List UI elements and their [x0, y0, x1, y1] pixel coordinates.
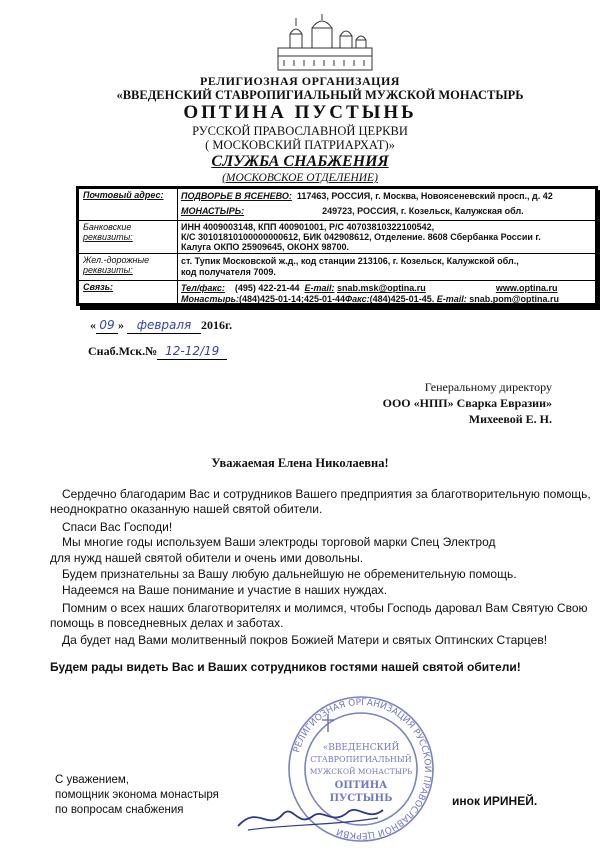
addressee-position: Генеральному директору	[424, 380, 552, 394]
reference-value: 12-12/19	[165, 344, 220, 358]
postal-1-addr: 117463, РОССИЯ, г. Москва, Новоясеневский просп., д. 42	[296, 191, 553, 201]
monastery-logo	[270, 14, 380, 74]
tel-label: Тел/факс:	[181, 283, 225, 293]
date-year: 2016г.	[201, 318, 233, 332]
rail-line-1: ст. Тупик Московской ж.д., код станции 213106, г. Козельск, Калужской обл.,	[181, 256, 519, 266]
postal-1-name: ПОДВОРЬЕ В ЯСЕНЕВО:	[181, 191, 292, 201]
postal-2-name: МОНАСТЫРЬ:	[181, 206, 245, 216]
stamp-line-3: МУЖСКОЙ МОНАСТЫРЬ	[309, 767, 413, 776]
greeting: Уважаемая Елена Николаевна!	[211, 456, 389, 470]
body-line-10: Да будет над Вами молитвенный покров Божией Матери и святых Оптинских Старцев!	[62, 633, 548, 647]
body-line-2: неоднократно оказанную нашей святой обители.	[50, 502, 323, 516]
date-month: февраля	[136, 318, 192, 332]
stamp-line-5: ПУСТЫНЬ	[329, 793, 393, 804]
body-line-1: Сердечно благодарим Вас и сотрудников Вашего предприятия за благотворительную помощь,	[62, 487, 591, 501]
body-line-7: Надеемся на Ваше понимание и участие в наших нуждах.	[62, 583, 388, 597]
date-open-quote: «	[90, 318, 96, 332]
signatory-name: инок ИРИНЕЙ.	[452, 794, 538, 808]
stamp-line-2: СТАВРОПИГИАЛЬНЫЙ	[310, 755, 412, 764]
bank-line-2: К/С 30101810100000000612, БИК 042908612, Отделение. 8608 Сбербанка России г.	[181, 232, 541, 242]
rail-row	[79, 254, 595, 281]
postal-2-addr: 249723, РОССИЯ, г. Козельск, Калужская обл.	[322, 206, 524, 216]
body-line-8: Помним о всех наших благотворителях и молимся, чтобы Господь даровал Вам Святую Свою	[62, 601, 588, 615]
website-link[interactable]: www.optina.ru	[495, 283, 558, 293]
body-line-5: для нужд нашей святой обители и очень ими довольны.	[50, 551, 364, 565]
stamp-outer-text: РЕЛИГИОЗНАЯ ОРГАНИЗАЦИЯ РУССКОЙ ПРАВОСЛАВНОЙ ЦЕРКВИ	[292, 697, 433, 841]
signature-line-3: по вопросам снабжения	[55, 804, 184, 816]
fax-label: Факс:	[345, 294, 370, 304]
reference-prefix: Снаб.Мск.№	[88, 344, 158, 358]
postal-row	[79, 189, 595, 221]
monastery-tel: (484)425-01-14;425-01-44	[238, 294, 346, 304]
signature-line-2: помощник эконома монастыря	[55, 789, 219, 801]
handwritten-signature	[228, 796, 388, 836]
contact-label: Связь:	[83, 282, 114, 292]
addressee-company: ООО «НПП» Сварка Евразии»	[382, 396, 552, 410]
date-close-quote: »	[118, 318, 124, 332]
signature-line-1: С уважением,	[55, 774, 129, 786]
bank-line-3: Калуга ОКПО 25909645, ОКОНХ 98700.	[181, 242, 349, 252]
info-table	[76, 186, 598, 306]
date-day: 09	[99, 318, 115, 332]
addressee-name: Михеевой Е. Н.	[468, 412, 552, 426]
email-link-1[interactable]: snab.msk@optina.ru	[337, 283, 426, 293]
header-line-5: ( МОСКОВСКИЙ ПАТРИАРХАТ)»	[205, 138, 395, 152]
body-line-9: помощь в повседневных делах и заботах.	[50, 616, 284, 630]
header-branch: (МОСКОВСКОЕ ОТДЕЛЕНИЕ)	[222, 172, 378, 184]
stamp-line-1: «ВВЕДЕНСКИЙ	[322, 743, 400, 753]
header-line-1: РЕЛИГИОЗНАЯ ОРГАНИЗАЦИЯ	[200, 74, 400, 88]
bank-label-2: реквизиты:	[83, 232, 133, 242]
body-line-3: Спаси Вас Господи!	[62, 520, 173, 534]
postal-label: Почтовый адрес:	[83, 190, 164, 200]
rail-label-2: реквизиты:	[83, 265, 133, 275]
stamp-line-4: ОПТИНА	[334, 780, 388, 791]
body-line-4: Мы многие годы используем Ваши электроды торговой марки Спец Электрод	[62, 535, 496, 549]
body-line-6: Будем признательны за Вашу любую дальнейшую не обременительную помощь.	[62, 567, 517, 581]
monastery-contact-label: Монастырь:	[181, 294, 239, 304]
contact-row	[79, 281, 595, 306]
bank-row	[79, 221, 595, 254]
bank-line-1: ИНН 4009003148, КПП 400901001, Р/С 40703810322100542,	[181, 222, 435, 232]
letter-date	[90, 318, 232, 334]
email-label-1: E-mail:	[304, 283, 335, 293]
header-line-4: РУССКОЙ ПРАВОСЛАВНОЙ ЦЕРКВИ	[192, 124, 408, 138]
email-label-2: E-mail:	[436, 294, 467, 304]
tel-value: (495) 422-21-44	[234, 283, 300, 293]
email-link-2[interactable]: snab.pom@optina.ru	[469, 294, 560, 304]
reference-number	[88, 344, 227, 360]
fax-value: (484)425-01-45.	[369, 294, 435, 304]
rail-line-2: код получателя 7009.	[181, 267, 276, 277]
header-department: СЛУЖБА СНАБЖЕНИЯ	[211, 153, 389, 170]
header-line-2: «ВВЕДЕНСКИЙ СТАВРОПИГИАЛЬНЫЙ МУЖСКОЙ МОНАСТЫРЬ	[116, 88, 524, 102]
rail-label-1: Жел.-дорожные	[83, 255, 150, 265]
bank-label-1: Банковские	[83, 222, 132, 232]
header-title: ОПТИНА ПУСТЫНЬ	[183, 102, 417, 123]
closing-line: Будем рады видеть Вас и Ваших сотрудников гостями нашей святой обители!	[50, 660, 521, 674]
